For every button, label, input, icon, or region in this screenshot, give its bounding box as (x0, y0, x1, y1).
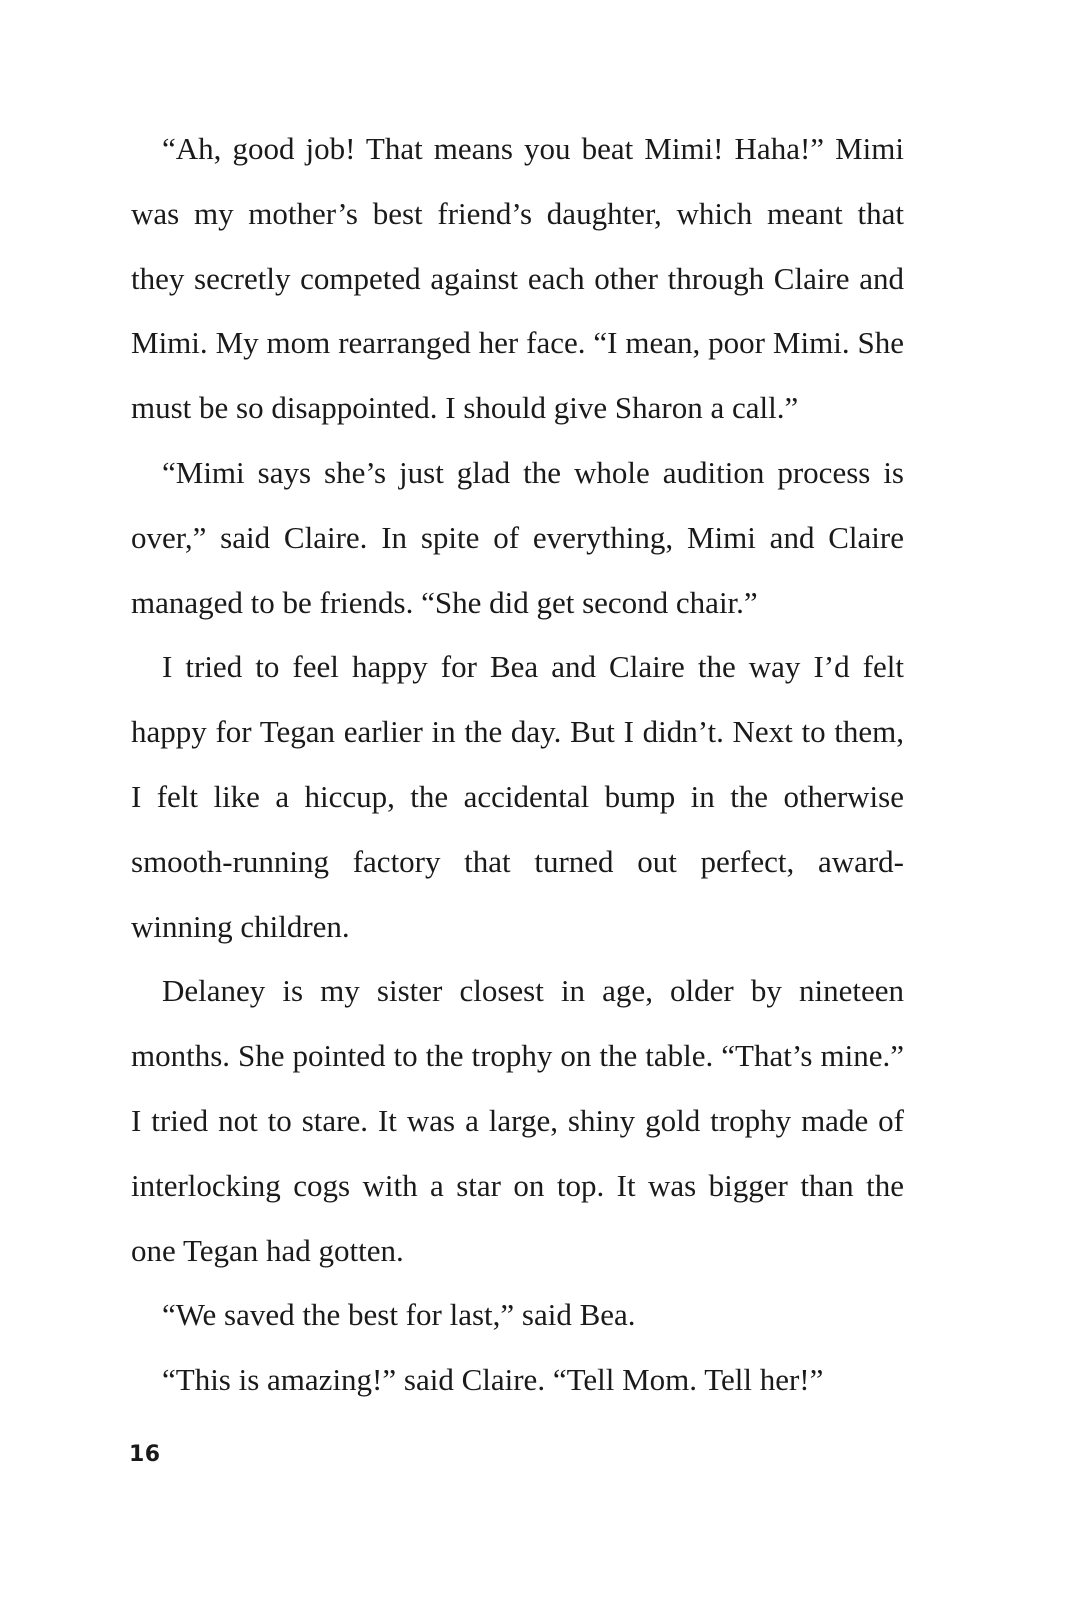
paragraph-1: “Ah, good job! That means you beat Mimi! Haha!” Mimi was my mother’s best friend’s daughter, which meant that they secretly competed against each other through Claire and Mimi. My mom rearranged her face. “I mean, poor Mimi. She must be so disappointed. I should give Sharon a call.” (131, 131, 904, 426)
page-number: 16 (129, 1442, 161, 1467)
body-text (131, 117, 904, 1413)
paragraph-2: “Mimi says she’s just glad the whole audition process is over,” said Claire. In spite of everything, Mimi and Claire managed to be friends. “She did get second chair.” (131, 454, 904, 620)
paragraph-5: “We saved the best for last,” said Bea. (162, 1297, 636, 1333)
paragraph-3: I tried to feel happy for Bea and Claire the way I’d felt happy for Tegan earlier in the day. But I didn’t. Next to them, I felt like a hiccup, the accidental bump in the otherwise smooth-running factory that turned out perfect, award-winning children. (131, 649, 904, 944)
paragraph-4: Delaney is my sister closest in age, older by nineteen months. She pointed to the trophy on the table. “That’s mine.” I tried not to stare. It was a large, shiny gold trophy made of interlocking cogs with a star on top. It was bigger than the one Tegan had gotten. (131, 973, 904, 1268)
paragraph-6: “This is amazing!” said Claire. “Tell Mom. Tell her!” (162, 1362, 824, 1398)
